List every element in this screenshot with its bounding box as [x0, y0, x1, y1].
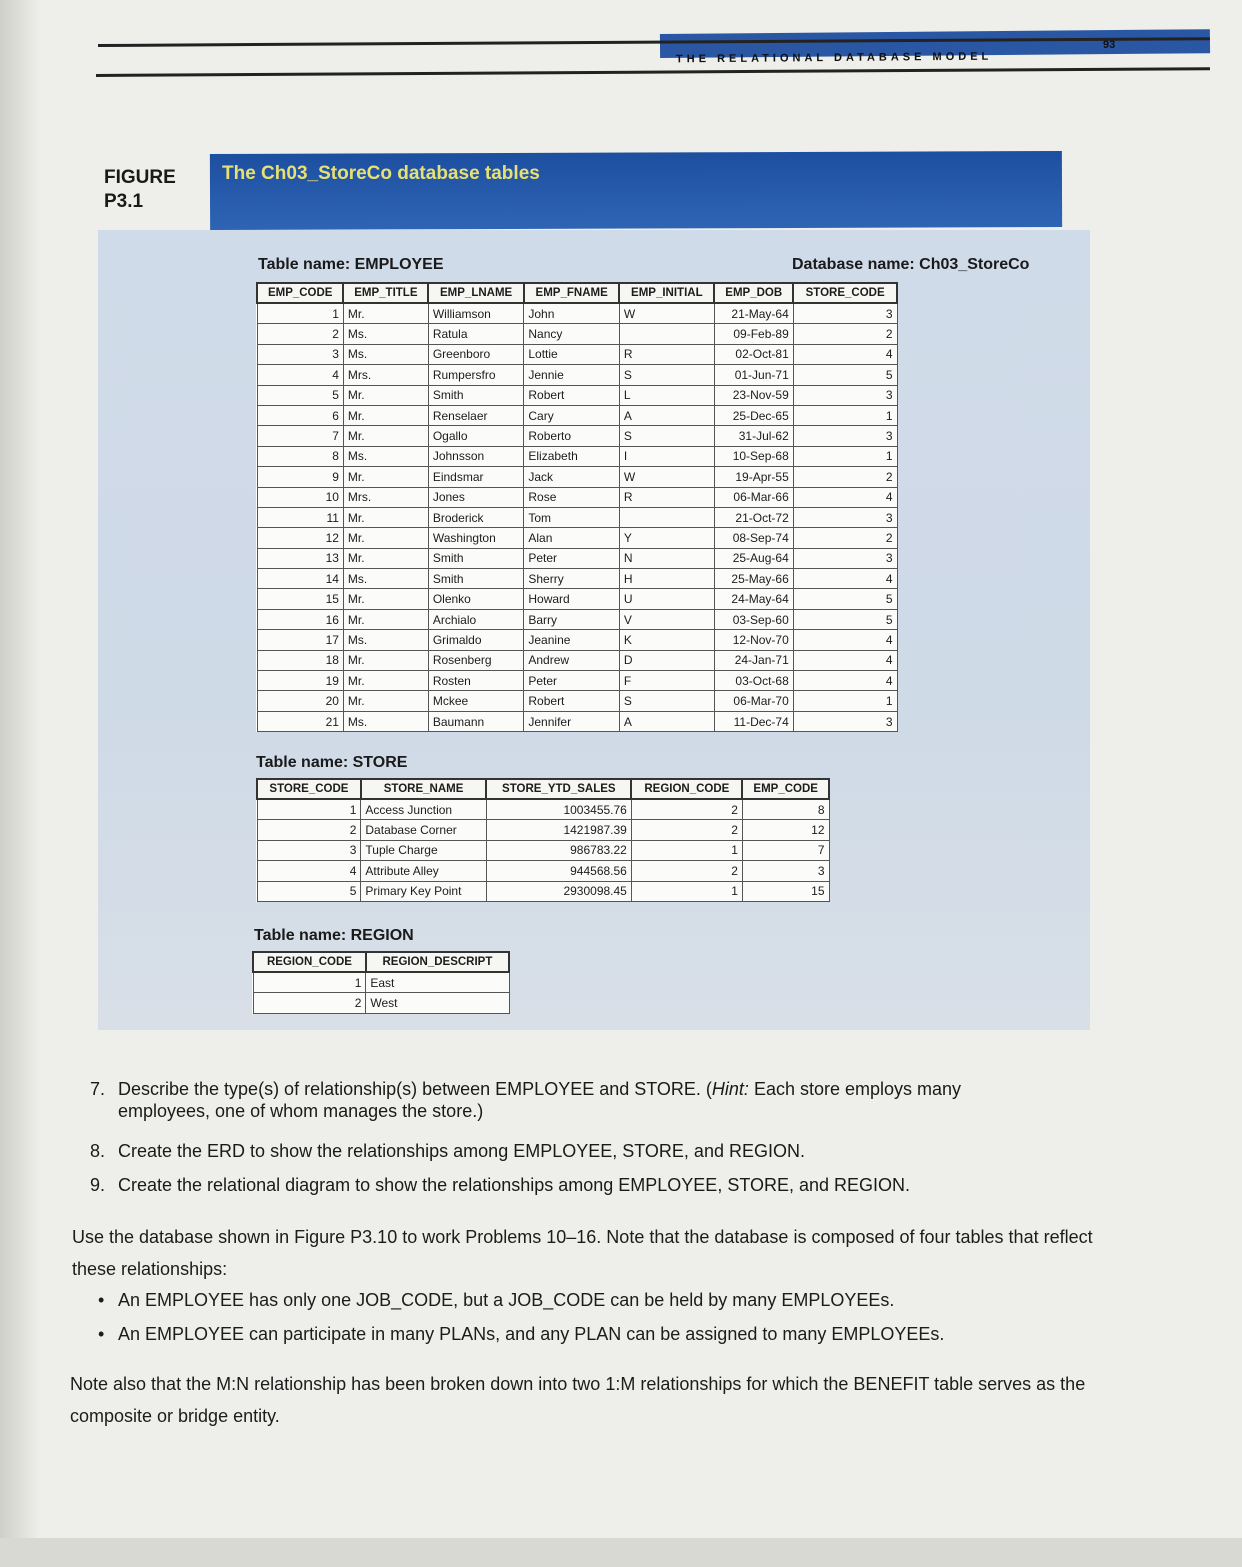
employee-cell: 3	[793, 426, 897, 446]
store-cell: 4	[257, 861, 361, 881]
figure-label-number: P3.1	[104, 191, 144, 212]
employee-col-header: EMP_FNAME	[524, 283, 620, 303]
employee-cell: 4	[793, 569, 897, 589]
employee-cell: 14	[257, 569, 343, 589]
employee-cell: 11-Dec-74	[714, 711, 793, 731]
employee-cell: 3	[793, 548, 897, 568]
employee-cell: R	[619, 344, 714, 364]
employee-cell: Williamson	[428, 303, 524, 324]
employee-table-row	[257, 589, 897, 609]
employee-cell: Rumpersfro	[428, 365, 524, 385]
question-7-text-b: Each store employs many	[748, 1079, 962, 1099]
store-col-header: STORE_NAME	[361, 779, 486, 799]
employee-cell: 25-Aug-64	[714, 548, 793, 568]
employee-table-row	[257, 650, 897, 670]
employee-cell: S	[619, 426, 714, 446]
employee-cell: 1	[793, 691, 897, 711]
employee-cell: 2	[793, 528, 897, 548]
employee-cell: 21	[257, 711, 343, 731]
employee-cell: Mr.	[343, 507, 428, 527]
employee-cell: 25-May-66	[714, 569, 793, 589]
employee-table-row	[257, 405, 897, 425]
employee-table-row	[257, 507, 897, 527]
employee-table-row	[257, 528, 897, 548]
employee-cell: 5	[793, 589, 897, 609]
employee-cell: R	[619, 487, 714, 507]
employee-cell: 24-Jan-71	[714, 650, 793, 670]
employee-cell: Greenboro	[428, 344, 524, 364]
employee-col-header: STORE_CODE	[793, 283, 897, 303]
employee-cell: N	[619, 548, 714, 568]
question-9-text: Create the relational diagram to show the relationships among EMPLOYEE, STORE, and REGION.	[118, 1175, 911, 1195]
store-table-row	[257, 840, 829, 860]
store-cell: 7	[742, 840, 829, 860]
employee-cell: 06-Mar-66	[714, 487, 793, 507]
question-9	[90, 1174, 910, 1196]
employee-cell: Smith	[428, 385, 524, 405]
employee-cell: 3	[793, 711, 897, 731]
employee-cell: Ms.	[343, 344, 428, 364]
employee-cell: Renselaer	[428, 405, 524, 425]
employee-cell: Mr.	[343, 589, 428, 609]
store-cell: 8	[742, 799, 829, 820]
employee-table-row	[257, 609, 897, 629]
region-cell: 1	[253, 972, 366, 993]
employee-cell: 3	[793, 507, 897, 527]
employee-cell: 4	[793, 630, 897, 650]
employee-cell: 5	[257, 385, 343, 405]
employee-cell: Johnsson	[428, 446, 524, 466]
store-cell: 2	[631, 820, 742, 840]
employee-cell: Mr.	[343, 467, 428, 487]
employee-table-body	[257, 303, 897, 732]
store-cell: Primary Key Point	[361, 881, 486, 901]
employee-table-caption: Table name: EMPLOYEE	[258, 256, 444, 273]
note-paragraph: Note also that the M:N relationship has been broken down into two 1:M relationships for which the BENEFIT table serves as the composite or bridge entity.	[70, 1374, 1086, 1426]
store-cell: 1421987.39	[486, 820, 631, 840]
employee-cell: Ms.	[343, 324, 428, 344]
bullet-item-1	[74, 1290, 894, 1311]
employee-cell: Cary	[524, 405, 620, 425]
store-col-header: EMP_CODE	[742, 779, 829, 799]
employee-cell: 17	[257, 630, 343, 650]
employee-cell: Mr.	[343, 691, 428, 711]
employee-cell: 4	[793, 487, 897, 507]
store-cell: 1003455.76	[486, 799, 631, 820]
employee-table-row	[257, 711, 897, 731]
employee-cell: 4	[793, 671, 897, 691]
employee-cell: 16	[257, 609, 343, 629]
employee-cell: W	[619, 303, 714, 324]
bullet-1-text: An EMPLOYEE has only one JOB_CODE, but a JOB_CODE can be held by many EMPLOYEEs.	[118, 1290, 895, 1310]
employee-cell: Eindsmar	[428, 467, 524, 487]
employee-cell: Jennie	[524, 365, 620, 385]
region-col-header: REGION_DESCRIPT	[366, 952, 509, 972]
store-cell: 1	[631, 881, 742, 901]
store-table-row	[257, 861, 829, 881]
employee-cell: 5	[793, 365, 897, 385]
employee-cell: Mr.	[343, 548, 428, 568]
store-col-header: STORE_CODE	[257, 779, 361, 799]
employee-header-row	[257, 283, 897, 303]
employee-cell: A	[619, 405, 714, 425]
employee-cell: Mr.	[343, 528, 428, 548]
store-cell: 12	[742, 820, 829, 840]
employee-cell: Nancy	[524, 324, 620, 344]
employee-cell: Mrs.	[343, 365, 428, 385]
header-rule-bottom	[96, 67, 1210, 77]
store-cell: 2	[257, 820, 361, 840]
region-table-caption: Table name: REGION	[254, 927, 414, 944]
employee-table-row	[257, 385, 897, 405]
employee-cell: 08-Sep-74	[714, 528, 793, 548]
store-table-row	[257, 881, 829, 901]
employee-cell: 06-Mar-70	[714, 691, 793, 711]
employee-cell: 5	[793, 609, 897, 629]
store-cell: 1	[631, 840, 742, 860]
employee-cell: Sherry	[524, 569, 620, 589]
employee-cell: Baumann	[428, 711, 524, 731]
employee-cell: 03-Sep-60	[714, 609, 793, 629]
employee-cell: 18	[257, 650, 343, 670]
page-number: 93	[1103, 39, 1116, 51]
question-8-number: 8.	[90, 1141, 106, 1161]
employee-cell: Barry	[524, 609, 620, 629]
region-header-row	[253, 952, 509, 972]
employee-cell: 13	[257, 548, 343, 568]
employee-cell: W	[619, 467, 714, 487]
employee-cell: Roberto	[524, 426, 620, 446]
employee-cell: D	[619, 650, 714, 670]
store-cell: 15	[742, 881, 829, 901]
employee-cell: 3	[793, 385, 897, 405]
employee-table-row	[257, 467, 897, 487]
store-table	[256, 778, 830, 902]
employee-cell: Broderick	[428, 507, 524, 527]
employee-cell: Mr.	[343, 671, 428, 691]
employee-cell: 09-Feb-89	[714, 324, 793, 344]
employee-cell: 4	[257, 365, 343, 385]
employee-cell: 4	[793, 650, 897, 670]
employee-cell: Mr.	[343, 650, 428, 670]
employee-cell: U	[619, 589, 714, 609]
store-table-caption: Table name: STORE	[256, 754, 408, 771]
region-cell: West	[366, 993, 509, 1013]
employee-cell: K	[619, 630, 714, 650]
employee-cell: 8	[257, 446, 343, 466]
employee-cell: 2	[793, 324, 897, 344]
employee-cell: Olenko	[428, 589, 524, 609]
employee-cell: Rose	[524, 487, 620, 507]
employee-cell: 19-Apr-55	[714, 467, 793, 487]
bullet-2-marker: •	[98, 1324, 105, 1344]
employee-cell: Ms.	[343, 569, 428, 589]
store-col-header: REGION_CODE	[631, 779, 742, 799]
question-8	[90, 1140, 805, 1162]
employee-cell: H	[619, 569, 714, 589]
store-cell: 2	[631, 799, 742, 820]
employee-cell: 25-Dec-65	[714, 405, 793, 425]
employee-cell: S	[619, 365, 714, 385]
employee-cell: Lottie	[524, 344, 620, 364]
employee-cell: Jeanine	[524, 630, 620, 650]
employee-cell: 01-Jun-71	[714, 365, 793, 385]
employee-cell: Mckee	[428, 691, 524, 711]
store-table-body	[257, 799, 829, 901]
store-cell: 986783.22	[486, 840, 631, 860]
employee-cell: 31-Jul-62	[714, 426, 793, 446]
employee-col-header: EMP_INITIAL	[619, 283, 714, 303]
employee-col-header: EMP_DOB	[714, 283, 793, 303]
employee-cell: Ogallo	[428, 426, 524, 446]
employee-cell: 1	[257, 303, 343, 324]
question-7-hint: Hint:	[711, 1079, 749, 1099]
bullet-item-2	[74, 1324, 944, 1345]
employee-cell	[619, 324, 714, 344]
employee-cell: Grimaldo	[428, 630, 524, 650]
question-7-number: 7.	[90, 1079, 106, 1099]
employee-cell: L	[619, 385, 714, 405]
employee-table-row	[257, 365, 897, 385]
employee-cell: V	[619, 609, 714, 629]
employee-cell: John	[524, 303, 620, 324]
employee-cell: Archialo	[428, 609, 524, 629]
employee-cell: 9	[257, 467, 343, 487]
question-9-number: 9.	[90, 1175, 106, 1195]
region-table-body	[253, 972, 509, 1013]
page-bottom-shadow	[0, 1538, 1242, 1567]
employee-cell: Howard	[524, 589, 620, 609]
employee-cell: Smith	[428, 569, 524, 589]
store-cell: 3	[257, 840, 361, 860]
employee-cell: 24-May-64	[714, 589, 793, 609]
store-cell: 5	[257, 881, 361, 901]
employee-cell: 10-Sep-68	[714, 446, 793, 466]
store-cell: 2930098.45	[486, 881, 631, 901]
region-col-header: REGION_CODE	[253, 952, 366, 972]
question-7-text-c: employees, one of whom manages the store.)	[118, 1101, 484, 1121]
employee-cell: Mr.	[343, 385, 428, 405]
figure-label	[104, 166, 176, 214]
store-cell: Attribute Alley	[361, 861, 486, 881]
employee-cell: F	[619, 671, 714, 691]
employee-cell: 2	[257, 324, 343, 344]
employee-cell: Elizabeth	[524, 446, 620, 466]
employee-cell: Washington	[428, 528, 524, 548]
employee-cell: Jones	[428, 487, 524, 507]
employee-col-header: EMP_LNAME	[428, 283, 524, 303]
employee-col-header: EMP_CODE	[257, 283, 343, 303]
employee-cell: 3	[793, 303, 897, 324]
region-table-row	[253, 972, 509, 993]
employee-cell: 15	[257, 589, 343, 609]
employee-cell	[619, 507, 714, 527]
bullet-2-text: An EMPLOYEE can participate in many PLANs, and any PLAN can be assigned to many EMPLOYEEs.	[118, 1324, 945, 1344]
employee-cell: 12	[257, 528, 343, 548]
store-cell: Tuple Charge	[361, 840, 486, 860]
employee-cell: Mr.	[343, 609, 428, 629]
question-7	[90, 1078, 1095, 1122]
employee-cell: Robert	[524, 385, 620, 405]
employee-cell: I	[619, 446, 714, 466]
region-table-row	[253, 993, 509, 1013]
employee-cell: 1	[793, 405, 897, 425]
store-col-header: STORE_YTD_SALES	[486, 779, 631, 799]
employee-cell: Jack	[524, 467, 620, 487]
employee-cell: 11	[257, 507, 343, 527]
employee-cell: Ms.	[343, 446, 428, 466]
employee-cell: 19	[257, 671, 343, 691]
employee-cell: 02-Oct-81	[714, 344, 793, 364]
employee-cell: S	[619, 691, 714, 711]
employee-cell: Ms.	[343, 711, 428, 731]
figure-label-word: FIGURE	[104, 167, 176, 188]
employee-cell: 23-Nov-59	[714, 385, 793, 405]
employee-table-row	[257, 691, 897, 711]
employee-cell: 6	[257, 405, 343, 425]
employee-table	[256, 282, 898, 732]
store-cell: Access Junction	[361, 799, 486, 820]
employee-cell: 7	[257, 426, 343, 446]
employee-cell: Alan	[524, 528, 620, 548]
question-8-text: Create the ERD to show the relationships among EMPLOYEE, STORE, and REGION.	[118, 1141, 805, 1161]
employee-cell: 4	[793, 344, 897, 364]
store-cell: 1	[257, 799, 361, 820]
region-table	[252, 951, 510, 1014]
intro-paragraph: Use the database shown in Figure P3.10 to work Problems 10–16. Note that the database is composed of four tables that reflect these relationships:	[72, 1227, 1093, 1279]
employee-table-row	[257, 630, 897, 650]
employee-cell: 12-Nov-70	[714, 630, 793, 650]
employee-table-row	[257, 487, 897, 507]
store-table-row	[257, 820, 829, 840]
running-head: THE RELATIONAL DATABASE MODEL	[675, 50, 993, 66]
employee-cell: Robert	[524, 691, 620, 711]
employee-cell: Mr.	[343, 426, 428, 446]
employee-cell: Ms.	[343, 630, 428, 650]
employee-cell: 1	[793, 446, 897, 466]
region-cell: 2	[253, 993, 366, 1013]
employee-cell: 21-Oct-72	[714, 507, 793, 527]
employee-cell: 2	[793, 467, 897, 487]
employee-table-row	[257, 569, 897, 589]
employee-cell: Y	[619, 528, 714, 548]
bullet-1-marker: •	[98, 1290, 105, 1310]
employee-cell: 03-Oct-68	[714, 671, 793, 691]
question-7-text-a: Describe the type(s) of relationship(s) between EMPLOYEE and STORE. (	[118, 1079, 712, 1099]
employee-cell: 3	[257, 344, 343, 364]
employee-cell: Smith	[428, 548, 524, 568]
employee-cell: Peter	[524, 671, 620, 691]
employee-table-row	[257, 426, 897, 446]
employee-cell: Mr.	[343, 405, 428, 425]
employee-cell: 21-May-64	[714, 303, 793, 324]
store-cell: Database Corner	[361, 820, 486, 840]
employee-cell: A	[619, 711, 714, 731]
figure-title: The Ch03_StoreCo database tables	[222, 163, 540, 184]
employee-col-header: EMP_TITLE	[343, 283, 428, 303]
employee-cell: Tom	[524, 507, 620, 527]
employee-table-row	[257, 548, 897, 568]
employee-cell: Ratula	[428, 324, 524, 344]
employee-cell: Andrew	[524, 650, 620, 670]
employee-cell: Rosten	[428, 671, 524, 691]
store-cell: 3	[742, 861, 829, 881]
database-caption: Database name: Ch03_StoreCo	[792, 256, 1030, 273]
employee-table-row	[257, 446, 897, 466]
employee-cell: Rosenberg	[428, 650, 524, 670]
employee-cell: 20	[257, 691, 343, 711]
store-header-row	[257, 779, 829, 799]
employee-cell: Mr.	[343, 303, 428, 324]
store-cell: 944568.56	[486, 861, 631, 881]
page-edge-shadow	[0, 0, 40, 1567]
store-table-row	[257, 799, 829, 820]
employee-cell: 10	[257, 487, 343, 507]
employee-table-row	[257, 671, 897, 691]
employee-table-row	[257, 303, 897, 324]
region-cell: East	[366, 972, 509, 993]
store-cell: 2	[631, 861, 742, 881]
employee-cell: Mrs.	[343, 487, 428, 507]
employee-table-row	[257, 344, 897, 364]
employee-table-row	[257, 324, 897, 344]
employee-cell: Peter	[524, 548, 620, 568]
employee-cell: Jennifer	[524, 711, 620, 731]
